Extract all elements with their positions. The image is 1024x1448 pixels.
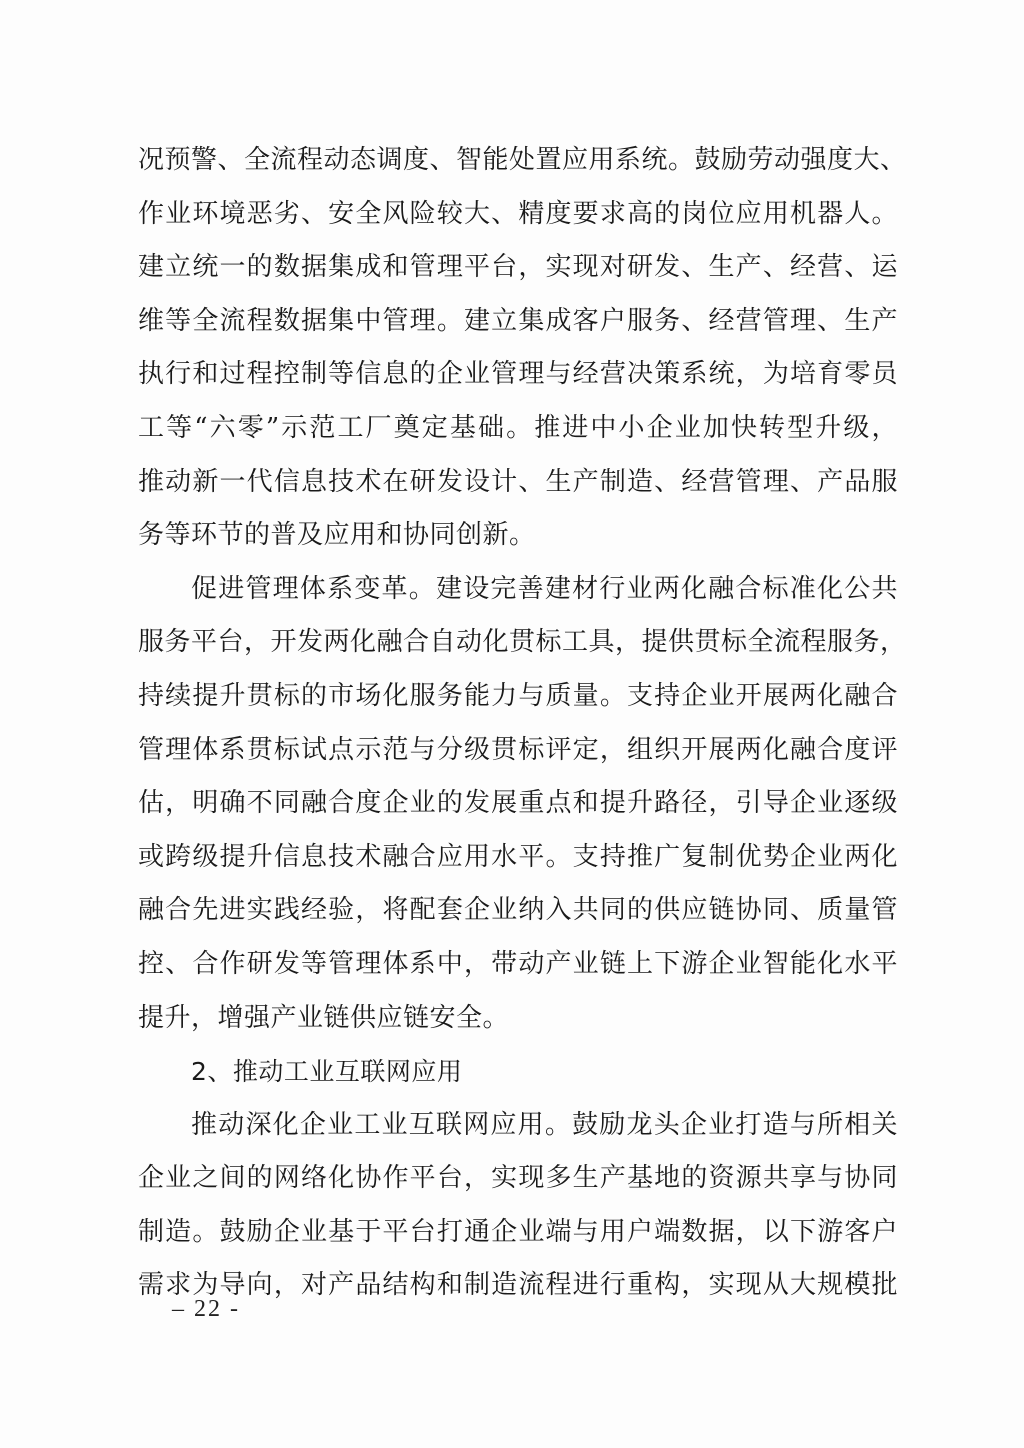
paragraph-line: 控、合作研发等管理体系中，带动产业链上下游企业智能化水平 [138,948,898,979]
paragraph-line: 提升，增强产业链供应链安全。 [138,1002,510,1033]
paragraph-line: 维等全流程数据集中管理。建立集成客户服务、经营管理、生产 [138,305,898,336]
paragraph-line: 制造。鼓励企业基于平台打通企业端与用户端数据，以下游客户 [138,1216,898,1247]
paragraph-line: 需求为导向，对产品结构和制造流程进行重构，实现从大规模批 [138,1270,898,1301]
paragraph-line: 况预警、全流程动态调度、智能处置应用系统。鼓励劳动强度大、 [138,145,907,175]
paragraph-line: 务等环节的普及应用和协同创新。 [138,520,536,551]
paragraph-line: 推动深化企业工业互联网应用。鼓励龙头企业打造与所相关 [191,1109,898,1140]
paragraph-line: 建立统一的数据集成和管理平台，实现对研发、生产、经营、运 [138,252,898,283]
page-number: – 22 - [172,1296,240,1322]
paragraph-line: 促进管理体系变革。建设完善建材行业两化融合标准化公共 [191,573,898,604]
paragraph-line: 持续提升贯标的市场化服务能力与质量。支持企业开展两化融合 [138,680,898,711]
paragraph-line: 企业之间的网络化协作平台，实现多生产基地的资源共享与协同 [138,1163,898,1194]
paragraph-line: 融合先进实践经验，将配套企业纳入共同的供应链协同、质量管 [138,895,898,926]
paragraph-line: 作业环境恶劣、安全风险较大、精度要求高的岗位应用机器人。 [138,198,898,229]
paragraph-line: 执行和过程控制等信息的企业管理与经营决策系统，为培育零员 [138,359,898,390]
section-heading: 2、推动工业互联网应用 [191,1057,463,1087]
paragraph-line: 或跨级提升信息技术融合应用水平。支持推广复制优势企业两化 [138,841,898,872]
paragraph-line: 估，明确不同融合度企业的发展重点和提升路径，引导企业逐级 [138,788,898,819]
paragraph-line: 服务平台，开发两化融合自动化贯标工具，提供贯标全流程服务， [138,627,907,658]
paragraph-line: 管理体系贯标试点示范与分级贯标评定，组织开展两化融合度评 [138,734,898,765]
body-text [138,134,907,1313]
paragraph-line: 推动新一代信息技术在研发设计、生产制造、经营管理、产品服 [138,466,898,497]
paragraph-line: 工等“六零”示范工厂奠定基础。推进中小企业加快转型升级， [138,412,898,443]
